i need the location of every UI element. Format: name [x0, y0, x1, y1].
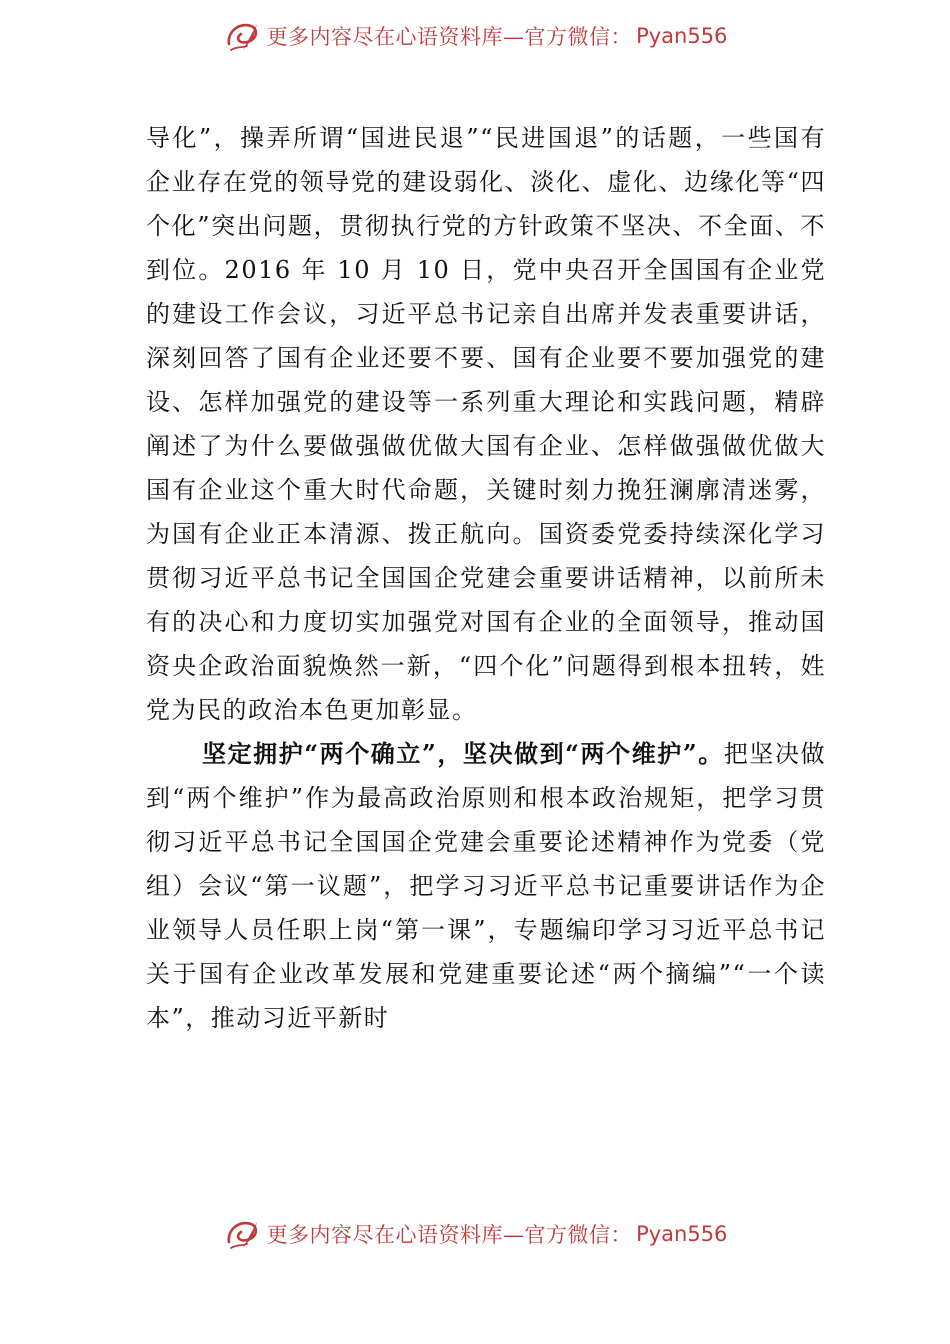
paragraph-1-text: 导化”，操弄所谓“国进民退”“民进国退”的话题，一些国有企业存在党的领导党的建设弱化、淡化、虚化、边缘化等“四个化”突出问题，贯彻执行党的方针政策不坚决、不全面、不到位。2016 年 10 月 10 日，党中央召开全国国有企业党的建设工作会议，习近平总书记亲自出席并发表重要讲话，深刻回答了国有企业还要不要、国有企业要不要加强党的建设、怎样加强党的建设等一系列重大理论和实践问题，精辟阐述了为什么要做强做优做大国有企业、怎样做强做优做大国有企业这个重大时代命题，关键时刻力挽狂澜廓清迷雾，为国有企业正本清源、拨正航向。国资委党委持续深化学习贯彻习近平总书记全国国企党建会重要讲话精神，以前所未有的决心和力度切实加强党对国有企业的全面领导，推动国资央企政治面貌焕然一新，“四个化”问题得到根本扭转，姓党为民的政治本色更加彰显。 — [146, 124, 826, 724]
paragraph-1 — [146, 116, 826, 732]
quill-swirl-icon — [223, 16, 263, 56]
paragraph-2-lead: 坚定拥护“两个确立”，坚决做到“两个维护”。 — [202, 739, 724, 768]
paragraph-2 — [146, 732, 826, 1040]
header-watermark — [0, 14, 950, 58]
watermark-wechat-id: Pyan556 — [636, 1222, 728, 1246]
watermark-wechat-id: Pyan556 — [636, 24, 728, 48]
paragraph-2-text: 把坚决做到“两个维护”作为最高政治原则和根本政治规矩，把学习贯彻习近平总书记全国国企党建会重要论述精神作为党委（党组）会议“第一议题”，把学习习近平总书记重要讲话作为企业领导人员任职上岗“第一课”，专题编印学习习近平总书记关于国有企业改革发展和党建重要论述“两个摘编”“一个读本”，推动习近平新时 — [146, 740, 827, 1032]
watermark-text: 更多内容尽在心语资料库—官方微信： — [266, 1223, 633, 1247]
footer-watermark — [0, 1212, 950, 1256]
document-body — [146, 116, 826, 1040]
watermark-text: 更多内容尽在心语资料库—官方微信： — [266, 25, 633, 49]
quill-swirl-icon — [223, 1214, 263, 1254]
